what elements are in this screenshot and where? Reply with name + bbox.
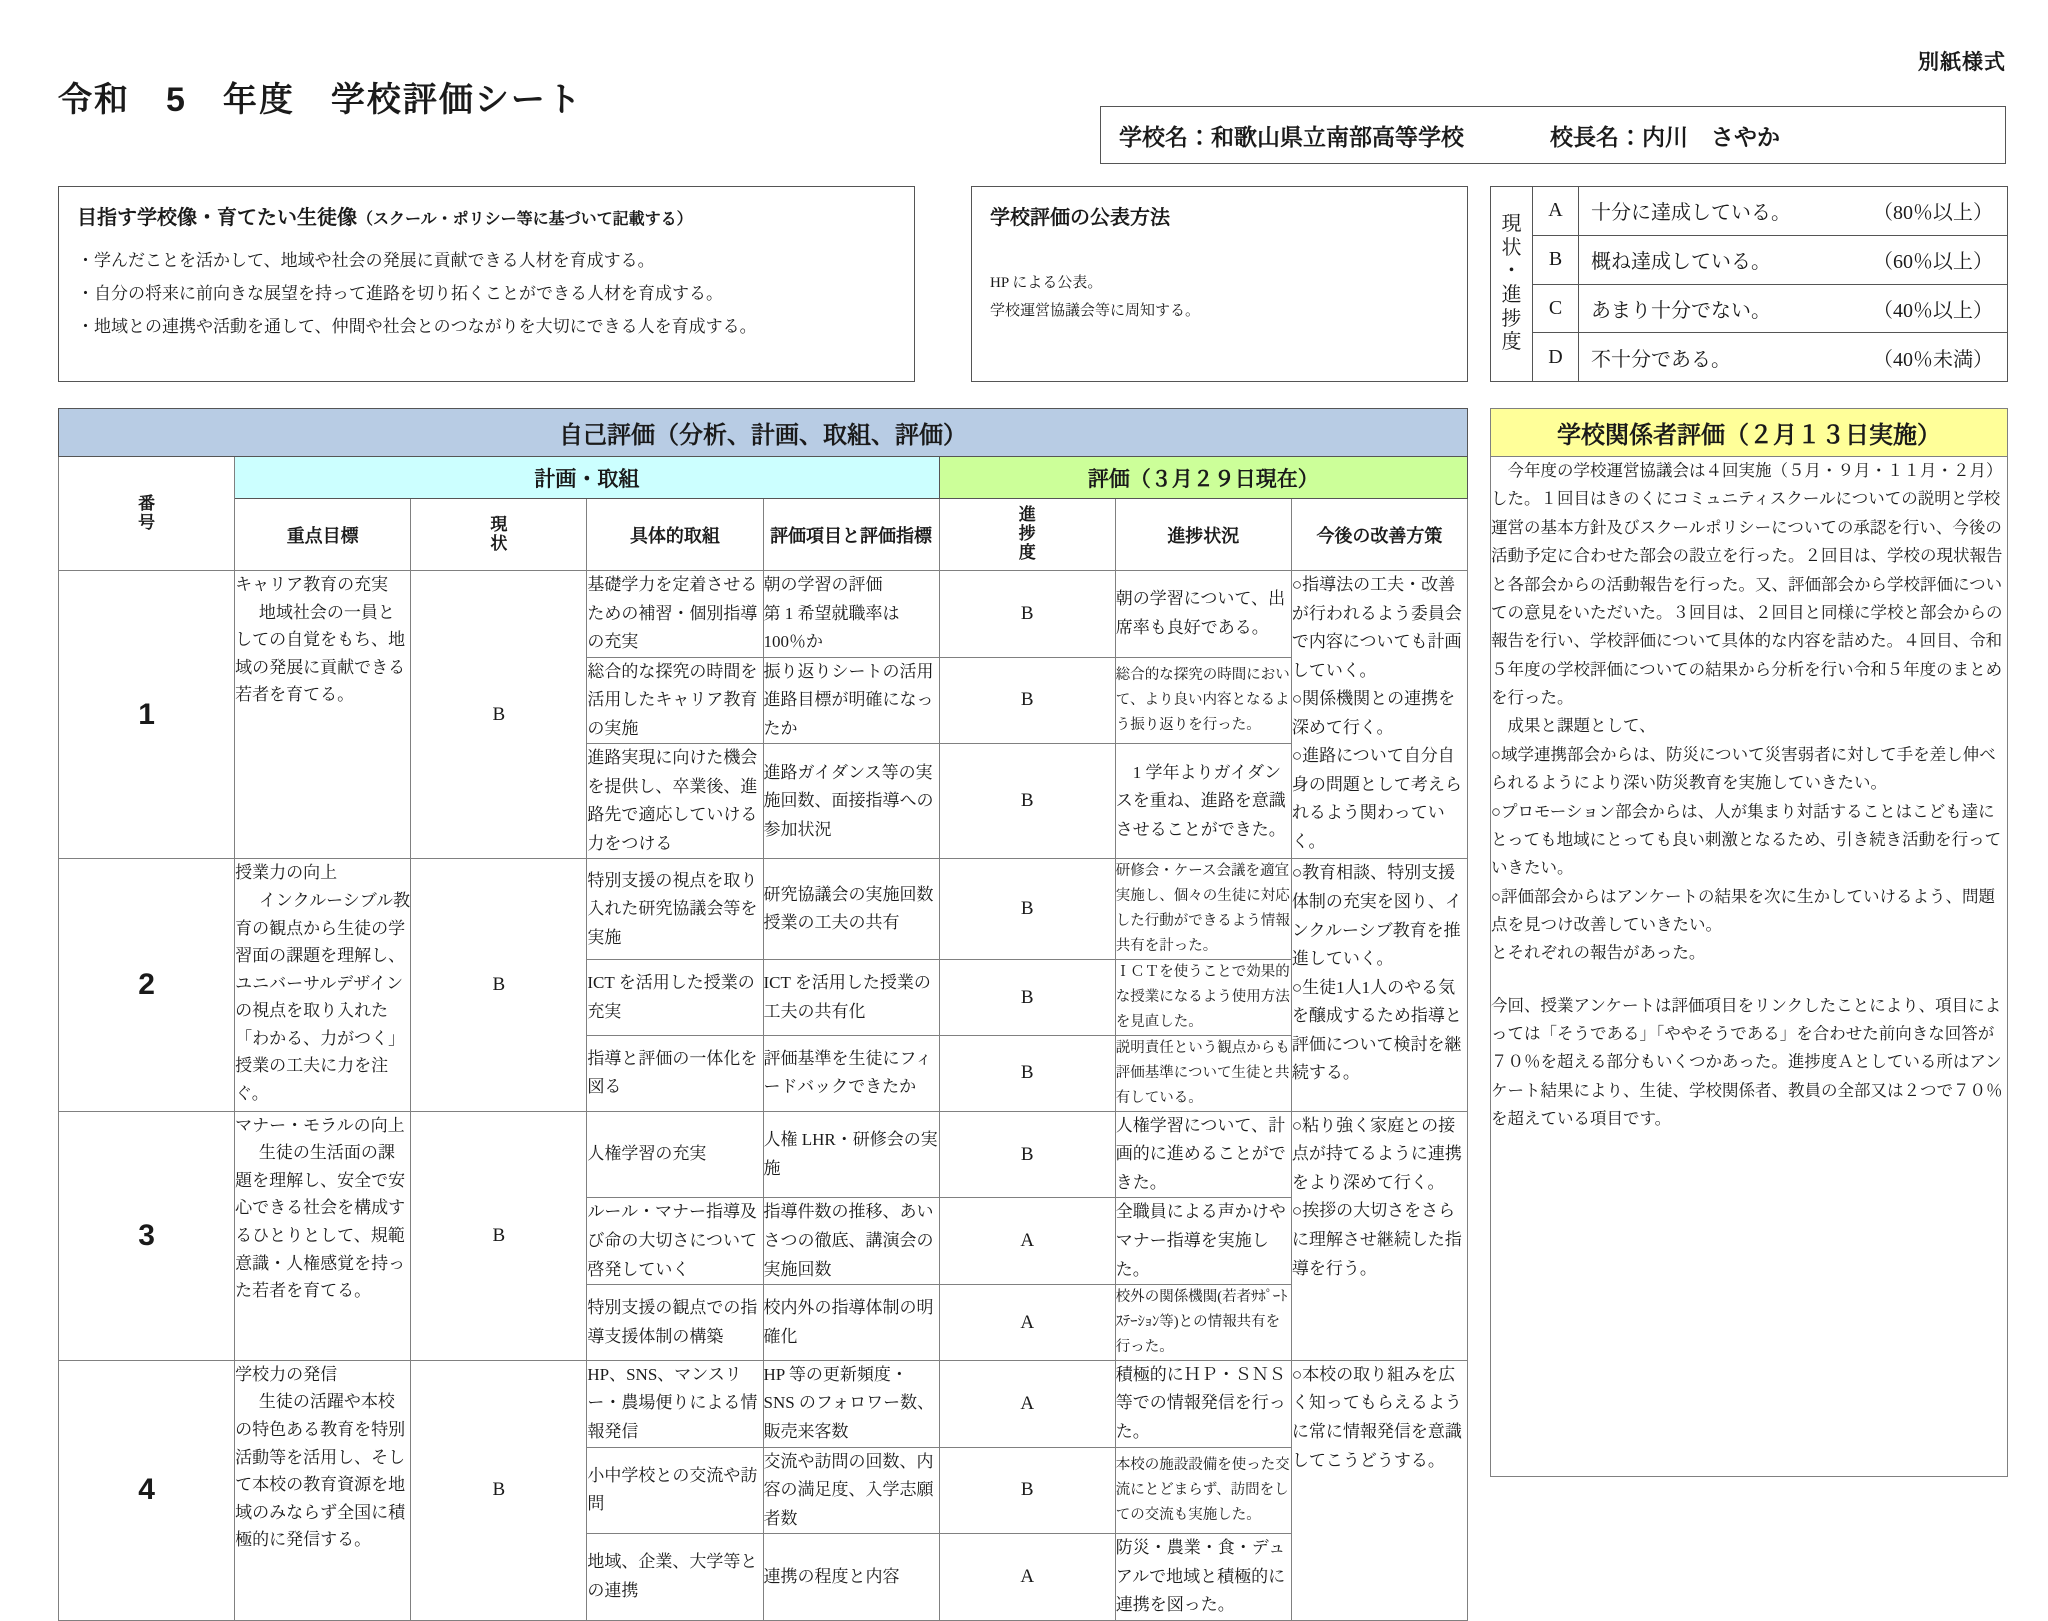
legend-row	[1579, 235, 2008, 284]
principal-name: 校長名：内川 さやか	[1550, 123, 1780, 150]
school-name: 学校名：和歌山県立南部高等学校	[1119, 123, 1464, 150]
legend-grade: D	[1533, 333, 1579, 382]
legend-desc: 概ね達成している。	[1591, 251, 1771, 274]
cell-index: 連携の程度と内容	[763, 1534, 939, 1621]
row-goal: 学校力の発信 生徒の活躍や本校の特色ある教育を特別活動等を活用し、そして本校の教育資源を地域のみならず全国に積極的に発信する。	[235, 1360, 411, 1620]
stakeholder-paragraph: 今年度の学校運営協議会は４回実施（５月・９月・１１月・２月）した。１回目はきのくにコミュニティスクールについての説明と学校運営の基本方針及びスクールポリシーについての承認を行い、今後の活動予定に合わせた部会の設立を行った。２回目は、学校の現状報告と各部会からの活動報告を行った。又、評価部会から学校評価についての意見をいただいた。３回目は、２回目と同様に学校と部会からの報告を行い、学校評価について具体的な内容を詰めた。４回目、令和５年度の学校評価についての結果から分析を行い令和５年度のまとめを行った。	[1491, 461, 2003, 707]
cell-status: ＩＣＴを使うことで効果的な授業になるよう使用方法を見直した。	[1115, 960, 1291, 1036]
col-header-action: 具体的取組	[587, 499, 763, 571]
legend-pct: （60％以上）	[1873, 251, 1993, 274]
stakeholder-paragraph: ○域学連携部会からは、防災について災害弱者に対して手を差し伸べられるようにより深い防災教育を実施していきたい。	[1491, 744, 1996, 793]
col-header-status: 進捗状況	[1115, 499, 1291, 571]
cell-action: ルール・マナー指導及び命の大切さについて啓発していく	[587, 1198, 763, 1285]
cell-status: 説明責任という観点からも評価基準について生徒と共有している。	[1115, 1036, 1291, 1112]
cell-action: HP、SNS、マンスリー・農場便りによる情報発信	[587, 1360, 763, 1447]
cell-status: 校外の関係機関(若者ｻﾎﾟｰﾄｽﾃｰｼｮﾝ等)との情報共有を行った。	[1115, 1285, 1291, 1361]
cell-status: 全職員による声かけやマナー指導を実施した。	[1115, 1198, 1291, 1285]
vision-box	[58, 186, 915, 382]
legend-row	[1579, 284, 2008, 333]
cell-action: 小中学校との交流や訪問	[587, 1447, 763, 1534]
cell-index: 指導件数の推移、あいさつの徹底、講演会の実施回数	[763, 1198, 939, 1285]
vision-list	[77, 244, 896, 343]
cell-status: 人権学習について、計画的に進めることができた。	[1115, 1111, 1291, 1198]
publish-title: 学校評価の公表方法	[990, 207, 1170, 229]
band-plan: 計画・取組	[235, 457, 940, 499]
legend-grade: B	[1533, 235, 1579, 284]
band-evaluation: 評価（３月２９日現在）	[939, 457, 1467, 499]
cell-action: ICT を活用した授業の充実	[587, 960, 763, 1036]
stakeholder-paragraph: ○評価部会からはアンケートの結果を次に生かしていけるよう、問題点を見つけ改善していきたい。	[1491, 886, 1995, 934]
cell-improvement: ○指導法の工夫・改善が行われるよう委員会で内容についても計画していく。 ○関係機関との連携を深めて行く。 ○進路について自分自身の問題として考えられるよう関わっていく。	[1291, 571, 1467, 859]
row-current-rating: B	[411, 859, 587, 1111]
cell-improvement: ○粘り強く家庭との接点が持てるように連携をより深めて行く。 ○挨拶の大切さをさらに理解させ継続した指導を行う。	[1291, 1111, 1467, 1360]
row-current-rating: B	[411, 1111, 587, 1360]
cell-index: 朝の学習の評価 第 1 希望就職率は 100％か	[763, 571, 939, 658]
cell-index: ICT を活用した授業の工夫の共有化	[763, 960, 939, 1036]
cell-action: 特別支援の視点を取り入れた研究協議会等を実施	[587, 859, 763, 960]
row-current-rating: B	[411, 571, 587, 859]
row-current-rating: B	[411, 1360, 587, 1620]
legend-pct: （40％未満）	[1873, 348, 1993, 371]
cell-action: 進路実現に向けた機会を提供し、卒業後、進路先で適応していける力をつける	[587, 744, 763, 859]
cell-progress-rating: A	[939, 1198, 1115, 1285]
cell-action: 基礎学力を定着させるための補習・個別指導の充実	[587, 571, 763, 658]
page-title: 令和 5 年度 学校評価シート	[58, 81, 583, 119]
legend-vertical-label: 現 状 ・ 進 捗 度	[1491, 187, 1533, 382]
cell-improvement: ○本校の取り組みを広く知ってもらえるように常に情報発信を意識してこうどうする。	[1291, 1360, 1467, 1620]
cell-progress-rating: B	[939, 571, 1115, 658]
self-evaluation-block	[58, 408, 1468, 1621]
publish-method-box	[971, 186, 1468, 382]
cell-progress-rating: A	[939, 1285, 1115, 1361]
col-header-index: 評価項目と評価指標	[763, 499, 939, 571]
table-row	[59, 571, 1468, 658]
vision-title	[77, 201, 896, 230]
cell-action: 特別支援の観点での指導支援体制の構築	[587, 1285, 763, 1361]
legend-row	[1579, 333, 2008, 382]
cell-status: 積極的にＨＰ・ＳＮＳ等での情報発信を行った。	[1115, 1360, 1291, 1447]
col-header-improve: 今後の改善方策	[1291, 499, 1467, 571]
row-number: 1	[59, 571, 235, 859]
legend-row	[1579, 187, 2008, 236]
vision-title-sub: （スクール・ポリシー等に基づいて記載する）	[357, 211, 693, 228]
cell-progress-rating: A	[939, 1534, 1115, 1621]
col-header-goal: 重点目標	[235, 499, 411, 571]
cell-index: 交流や訪問の回数、内容の満足度、入学志願者数	[763, 1447, 939, 1534]
col-header-current: 現 状	[411, 499, 587, 571]
cell-status: 1 学年よりガイダンスを重ね、進路を意識させることができた。	[1115, 744, 1291, 859]
table-row	[59, 859, 1468, 960]
legend-pct: （80％以上）	[1873, 202, 1993, 225]
stakeholder-paragraph: ○プロモーション部会からは、人が集まり対話することはこども達にとっても地域にとっても良い刺激となるため、引き続き活動を行っていきたい。	[1491, 801, 2002, 878]
cell-action: 人権学習の充実	[587, 1111, 763, 1198]
cell-status: 朝の学習について、出席率も良好である。	[1115, 571, 1291, 658]
cell-index: 校内外の指導体制の明確化	[763, 1285, 939, 1361]
list-item: HP による公表。	[990, 275, 1103, 291]
cell-status: 総合的な探究の時間において、より良い内容となるよう振り返りを行った。	[1115, 657, 1291, 744]
legend-desc: あまり十分でない。	[1591, 299, 1771, 322]
cell-progress-rating: B	[939, 1036, 1115, 1112]
stakeholder-paragraph: 成果と課題として、	[1491, 716, 1656, 736]
cell-status: 本校の施設設備を使った交流にとどまらず、訪問をしての交流も実施した。	[1115, 1447, 1291, 1534]
list-item: ・地域との連携や活動を通して、仲間や社会とのつながりを大切にできる人を育成する。	[77, 317, 757, 337]
cell-progress-rating: B	[939, 859, 1115, 960]
legend-pct: （40％以上）	[1873, 299, 1993, 322]
row-number: 4	[59, 1360, 235, 1620]
cell-index: 人権 LHR・研修会の実施	[763, 1111, 939, 1198]
cell-progress-rating: B	[939, 960, 1115, 1036]
cell-index: 進路ガイダンス等の実施回数、面接指導への参加状況	[763, 744, 939, 859]
stakeholder-band: 学校関係者評価（２月１３日実施）	[1491, 409, 2008, 457]
row-goal: キャリア教育の充実 地域社会の一員としての自覚をもち、地域の発展に貢献できる若者を育てる。	[235, 571, 411, 859]
legend-grade: A	[1533, 187, 1579, 236]
stakeholder-body	[1491, 457, 2008, 1477]
cell-progress-rating: B	[939, 657, 1115, 744]
cell-progress-rating: B	[939, 1447, 1115, 1534]
rating-legend	[1490, 186, 2008, 382]
cell-improvement: ○教育相談、特別支援体制の充実を図り、インクルーシブ教育を推進していく。 ○生徒1人1人のやる気を醸成するため指導と評価について検討を継続する。	[1291, 859, 1467, 1111]
col-header-progress: 進 捗 度	[939, 499, 1115, 571]
row-goal: 授業力の向上 インクルーシブル教育の観点から生徒の学習面の課題を理解し、ユニバーサルデザインの視点を取り入れた「わかる、力がつく」授業の工夫に力を注ぐ。	[235, 859, 411, 1111]
school-identity-box	[1100, 106, 2006, 164]
stakeholder-evaluation-block	[1490, 408, 2008, 1477]
cell-progress-rating: B	[939, 1111, 1115, 1198]
legend-desc: 不十分である。	[1591, 348, 1731, 371]
cell-index: 評価基準を生徒にフィードバックできたか	[763, 1036, 939, 1112]
col-header-number: 番 号	[59, 457, 235, 571]
form-tag: 別紙様式	[1918, 51, 2006, 74]
cell-action: 地域、企業、大学等との連携	[587, 1534, 763, 1621]
publish-body	[990, 270, 1449, 326]
cell-status: 研修会・ケース会議を適宜実施し、個々の生徒に対応した行動ができるよう情報共有を計った。	[1115, 859, 1291, 960]
legend-desc: 十分に達成している。	[1591, 202, 1791, 225]
stakeholder-paragraph: とそれぞれの報告があった。	[1491, 943, 1706, 963]
info-row	[58, 186, 2008, 382]
cell-progress-rating: A	[939, 1360, 1115, 1447]
row-number: 2	[59, 859, 235, 1111]
cell-index: 研究協議会の実施回数 授業の工夫の共有	[763, 859, 939, 960]
stakeholder-paragraph: 今回、授業アンケートは評価項目をリンクしたことにより、項目によっては「そうである」「ややそうである」を合わせた前向きな回答が７０％を超える部分もいくつかあった。進捗度Ａとしている所はアンケート結果により、生徒、学校関係者、教員の全部又は２つで７０％を超えている項目です。	[1491, 995, 2003, 1129]
vision-title-main: 目指す学校像・育てたい生徒像	[77, 207, 357, 229]
list-item: ・学んだことを活かして、地域や社会の発展に貢献できる人材を育成する。	[77, 251, 655, 270]
stakeholder-table	[1490, 408, 2008, 1477]
table-row	[59, 1111, 1468, 1198]
row-number: 3	[59, 1111, 235, 1360]
table-row	[59, 1360, 1468, 1447]
cell-progress-rating: B	[939, 744, 1115, 859]
list-item: 学校運営協議会等に周知する。	[990, 302, 1201, 319]
row-goal: マナー・モラルの向上 生徒の生活面の課題を理解し、安全で安心できる社会を構成するひとりとして、規範意識・人権感覚を持った若者を育てる。	[235, 1111, 411, 1360]
cell-index: 振り返りシートの活用 進路目標が明確になったか	[763, 657, 939, 744]
legend-grade: C	[1533, 284, 1579, 333]
self-evaluation-table	[58, 408, 1468, 1621]
cell-status: 防災・農業・食・デュアルで地域と積極的に連携を図った。	[1115, 1534, 1291, 1621]
cell-action: 総合的な探究の時間を活用したキャリア教育の実施	[587, 657, 763, 744]
cell-action: 指導と評価の一体化を図る	[587, 1036, 763, 1112]
cell-index: HP 等の更新頻度・SNS のフォロワー数、販売来客数	[763, 1360, 939, 1447]
list-item: ・自分の将来に前向きな展望を持って進路を切り拓くことができる人材を育成する。	[77, 284, 723, 304]
band-self-evaluation: 自己評価（分析、計画、取組、評価）	[59, 409, 1468, 457]
